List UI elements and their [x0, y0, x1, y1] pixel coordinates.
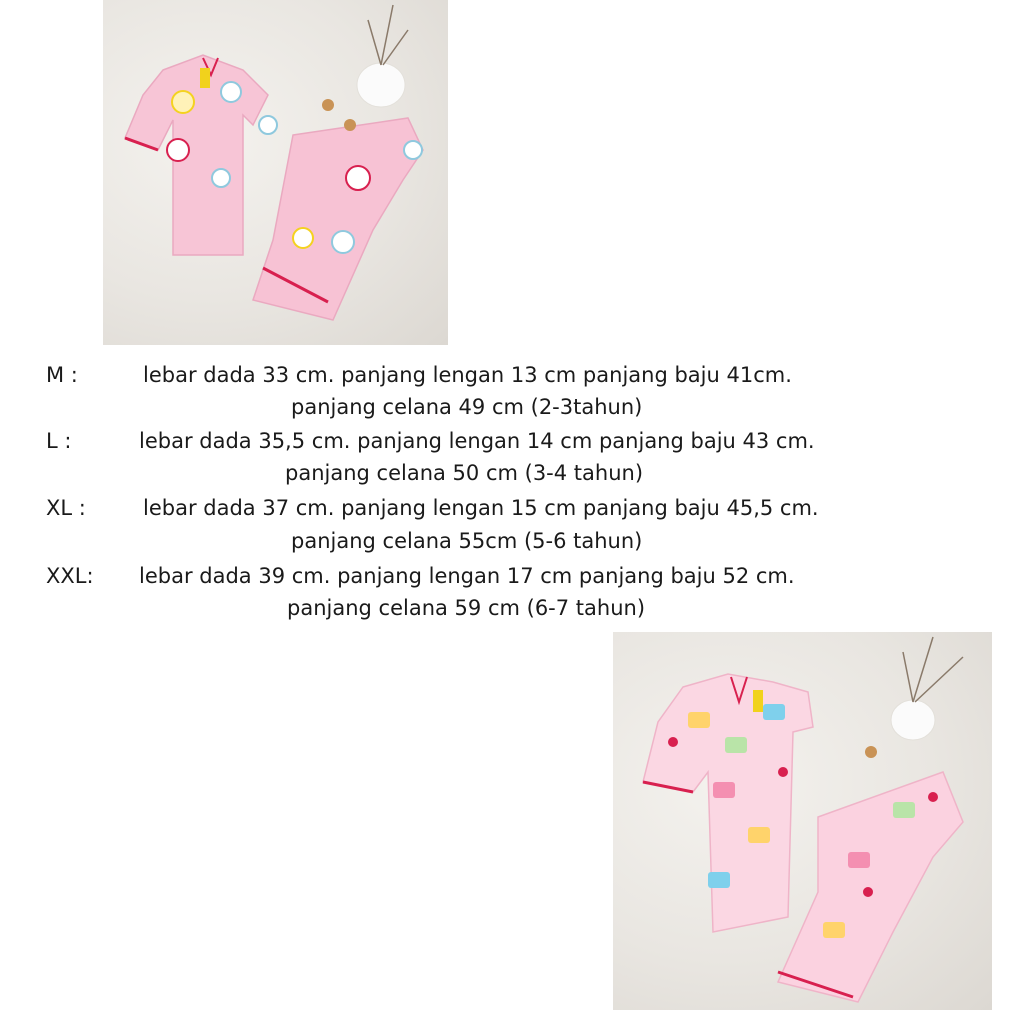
product-photo-bottom — [613, 632, 992, 1010]
size-m-line-1: lebar dada 33 cm. panjang lengan 13 cm panjang baju 41cm. — [143, 363, 792, 387]
size-label-m: M : — [46, 363, 78, 387]
size-l-line-2: panjang celana 50 cm (3-4 tahun) — [285, 461, 644, 485]
size-xxl-line-2: panjang celana 59 cm (6-7 tahun) — [287, 596, 646, 620]
size-xxl-line-1: lebar dada 39 cm. panjang lengan 17 cm panjang baju 52 cm. — [139, 564, 795, 588]
product-photo-top — [103, 0, 448, 345]
size-label-l: L : — [46, 429, 72, 453]
size-label-xxl: XXL: — [46, 564, 94, 588]
size-label-xl: XL : — [46, 496, 86, 520]
size-xl-line-1: lebar dada 37 cm. panjang lengan 15 cm panjang baju 45,5 cm. — [143, 496, 819, 520]
size-xl-line-2: panjang celana 55cm (5-6 tahun) — [291, 529, 643, 553]
size-m-line-2: panjang celana 49 cm (2-3tahun) — [291, 395, 643, 419]
size-l-line-1: lebar dada 35,5 cm. panjang lengan 14 cm panjang baju 43 cm. — [139, 429, 815, 453]
